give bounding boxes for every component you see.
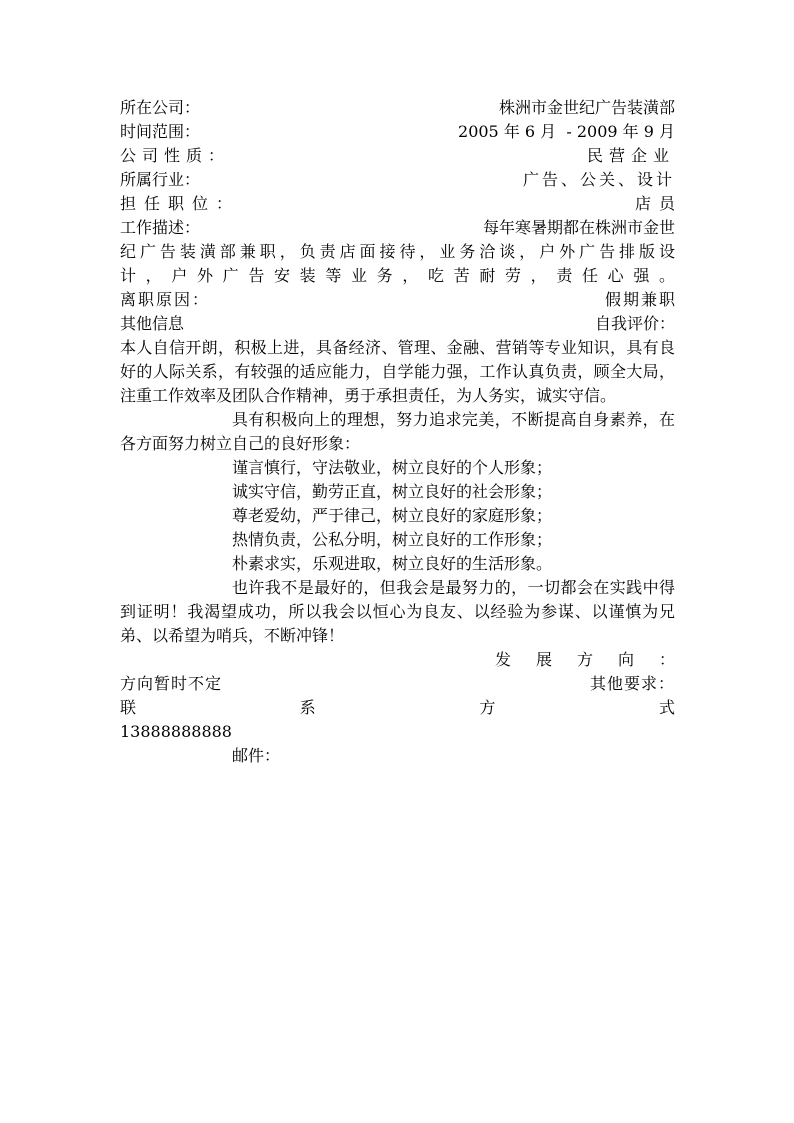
period-label: 时间范围： [120, 122, 201, 141]
leave-reason-row [120, 288, 675, 312]
industry-row [120, 168, 675, 192]
company-value: 株洲市金世纪广告装潢部 [498, 98, 675, 117]
direction-label-char: 方 [576, 650, 593, 669]
direction-value: 方向暂时不定 [120, 674, 223, 693]
direction-label-char: 发 [495, 650, 512, 669]
motto-line: 朴素求实，乐观进取，树立良好的生活形象。 [232, 554, 553, 573]
phone-number: 13888888888 [120, 722, 232, 741]
direction-label-char: 向 [617, 650, 634, 669]
leave-reason-label: 离职原因： [120, 290, 211, 309]
nature-label: 公司性质： [120, 146, 231, 165]
leave-reason-value: 假期兼职 [604, 290, 677, 309]
resume-section [120, 96, 683, 768]
self-eval-paragraph-2: 具有积极向上的理想，努力追求完美，不断提高自身素养，在各方面努力树立自己的良好形象： [120, 410, 675, 453]
contact-label [120, 696, 675, 720]
direction-label-row [120, 648, 675, 672]
contact-label-char: 方 [479, 698, 496, 717]
nature-row [120, 144, 675, 168]
motto-line: 尊老爱幼，严于律己，树立良好的家庭形象； [232, 506, 553, 525]
direction-label-char: 展 [535, 650, 552, 669]
self-eval-paragraph-1: 本人自信开朗，积极上进，具备经济、管理、金融、营销等专业知识，具有良好的人际关系，有较强的适应能力，自学能力强，工作认真负责，顾全大局，注重工作效率及团队合作精神，勇于承担责任，为人务实，诚实守信。 [120, 338, 675, 405]
company-label: 所在公司： [120, 98, 201, 117]
nature-value: 民营企业 [586, 146, 675, 165]
other-requirements-label: 其他要求： [589, 674, 675, 693]
self-eval-label: 自我评价： [594, 314, 675, 333]
contact-label-char: 系 [299, 698, 316, 717]
direction-row [120, 672, 675, 696]
industry-value: 广告、公关、设计 [522, 170, 675, 189]
period-row [120, 120, 675, 144]
work-desc-line-3: 计，户外广告安装等业务，吃苦耐劳，责任心强。 [120, 266, 675, 285]
company-row [120, 96, 675, 120]
direction-label-char: ： [658, 650, 675, 669]
direction-label [495, 648, 675, 672]
mail-label: 邮件： [232, 746, 281, 765]
other-info-label: 其他信息 [120, 314, 185, 333]
motto-line: 谨言慎行，守法敬业，树立良好的个人形象； [232, 458, 553, 477]
other-info-row [120, 312, 675, 336]
work-desc-label: 工作描述： [120, 218, 201, 237]
work-desc-value-start: 每年寒暑期都在株洲市金世 [482, 218, 675, 237]
industry-label: 所属行业： [120, 170, 201, 189]
motto-line: 热情负责，公私分明，树立良好的工作形象； [232, 530, 553, 549]
work-desc-line-2: 纪广告装潢部兼职，负责店面接待，业务洽谈，户外广告排版设 [120, 242, 675, 261]
self-eval-paragraph-3: 也许我不是最好的，但我会是最努力的，一切都会在实践中得到证明！我渴望成功，所以我会以恒心为良友、以经验为参谋、以谨慎为兄弟、以希望为哨兵，不断冲锋！ [120, 578, 675, 645]
position-value: 店员 [634, 194, 683, 213]
period-value: 2005 年 6 月 - 2009 年 9 月 [458, 122, 675, 141]
contact-label-char: 式 [658, 698, 675, 717]
position-row [120, 192, 683, 216]
contact-label-char: 联 [120, 698, 137, 717]
position-label: 担任职位： [120, 194, 241, 213]
motto-line: 诚实守信，勤劳正直，树立良好的社会形象； [232, 482, 553, 501]
work-desc-row [120, 216, 675, 240]
